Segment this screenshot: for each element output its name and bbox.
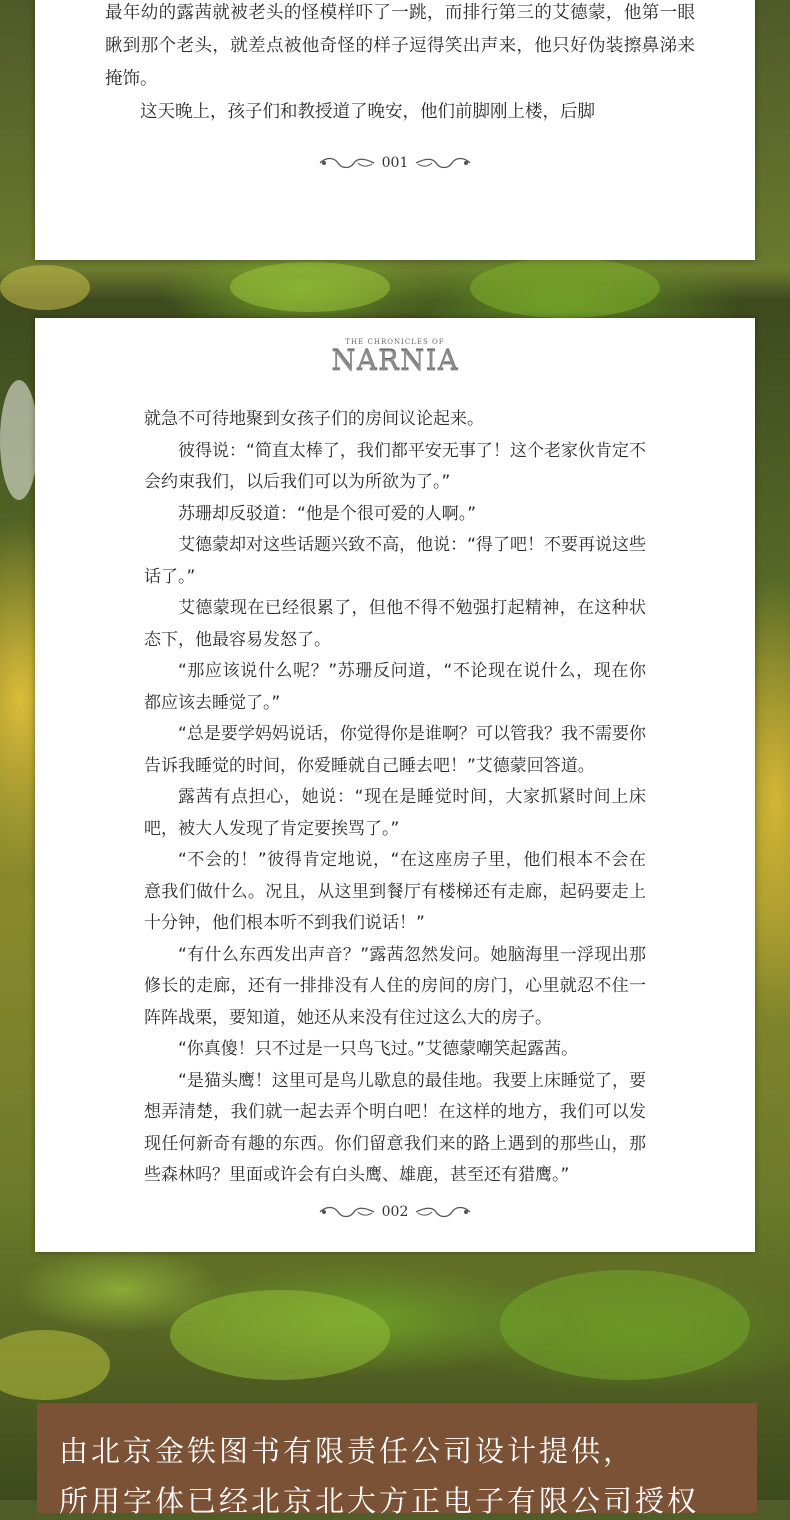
flourish-left-icon	[318, 1204, 376, 1220]
paragraph: 最年幼的露茜就被老头的怪模样吓了一跳，而排行第三的艾德蒙，他第一眼瞅到那个老头，就差点被他奇怪的样子逗得笑出声来，他只好伪装擦鼻涕来掩饰。	[105, 3, 695, 89]
publisher-credit-banner	[37, 1403, 757, 1518]
paragraph: “那应该说什么呢？”苏珊反问道，“不论现在说什么，现在你都应该去睡觉了。”	[144, 661, 646, 713]
fern-foliage	[0, 1330, 110, 1400]
paragraph: 露茜有点担心，她说：“现在是睡觉时间，大家抓紧时间上床吧，被大人发现了肯定要挨骂了。”	[144, 787, 646, 839]
book-page-001	[35, 0, 755, 260]
paragraph: “是猫头鹰！这里可是鸟儿歇息的最佳地。我要上床睡觉了，要想弄清楚，我们就一起去弄个明白吧！在这样的地方，我们可以发现任何新奇有趣的东西。你们留意我们来的路上遇到的那些山，那些森林吗？里面或许会有白头鹰、雄鹿，甚至还有猎鹰。”	[144, 1070, 646, 1185]
paragraph: 艾德蒙现在已经很累了，但他不得不勉强打起精神，在这种状态下，他最容易发怒了。	[144, 598, 646, 650]
narnia-logo	[35, 338, 755, 375]
paragraph: 彼得说：“简直太棒了，我们都平安无事了！这个老家伙肯定不会约束我们，以后我们可以为所欲为了。”	[144, 440, 646, 492]
paragraph: “不会的！”彼得肯定地说，“在这座房子里，他们根本不会在意我们做什么。况且，从这里到餐厅有楼梯还有走廊，起码要走上十分钟，他们根本听不到我们说话！”	[144, 850, 646, 933]
flourish-left-icon	[318, 155, 376, 171]
page-number: 002	[381, 1204, 409, 1220]
waterfall-rock	[0, 380, 38, 500]
paragraph: 就急不可待地聚到女孩子们的房间议论起来。	[144, 409, 484, 429]
fern-foliage	[500, 1270, 750, 1380]
paragraph: 艾德蒙却对这些话题兴致不高，他说：“得了吧！不要再说这些话了。”	[144, 535, 646, 587]
fern-foliage	[170, 1290, 390, 1380]
paragraph: “你真傻！只不过是一只鸟飞过。”艾德蒙嘲笑起露茜。	[178, 1039, 579, 1059]
page-folio	[35, 155, 755, 171]
page-body-text	[105, 0, 695, 129]
book-page-002	[35, 318, 755, 1252]
credit-line-1: 由北京金铁图书有限责任公司设计提供，	[59, 1434, 636, 1468]
fern-foliage	[0, 265, 90, 310]
page-number: 001	[381, 155, 409, 171]
flourish-right-icon	[414, 1204, 472, 1220]
paragraph: “总是要学妈妈说话，你觉得你是谁啊？可以管我？我不需要你告诉我睡觉的时间，你爱睡就自己睡去吧！”艾德蒙回答道。	[144, 724, 646, 776]
paragraph: “有什么东西发出声音？”露茜忽然发问。她脑海里一浮现出那修长的走廊，还有一排排没有人住的房间的房门，心里就忍不住一阵阵战栗，要知道，她还从来没有住过这么大的房子。	[144, 944, 646, 1028]
page-folio	[35, 1204, 755, 1220]
fern-foliage	[230, 262, 390, 312]
logo-title: NARNIA	[331, 344, 459, 377]
fern-foliage	[470, 258, 660, 318]
page-body-text	[144, 404, 646, 1192]
flourish-right-icon	[414, 155, 472, 171]
paragraph: 这天晚上，孩子们和教授道了晚安，他们前脚刚上楼，后脚	[140, 102, 595, 122]
credit-line-2: 所用字体已经北京北大方正电子有限公司授权	[59, 1484, 700, 1518]
paragraph: 苏珊却反驳道：“他是个很可爱的人啊。”	[178, 503, 477, 524]
logo-subtitle: THE CHRONICLES OF	[345, 338, 445, 346]
